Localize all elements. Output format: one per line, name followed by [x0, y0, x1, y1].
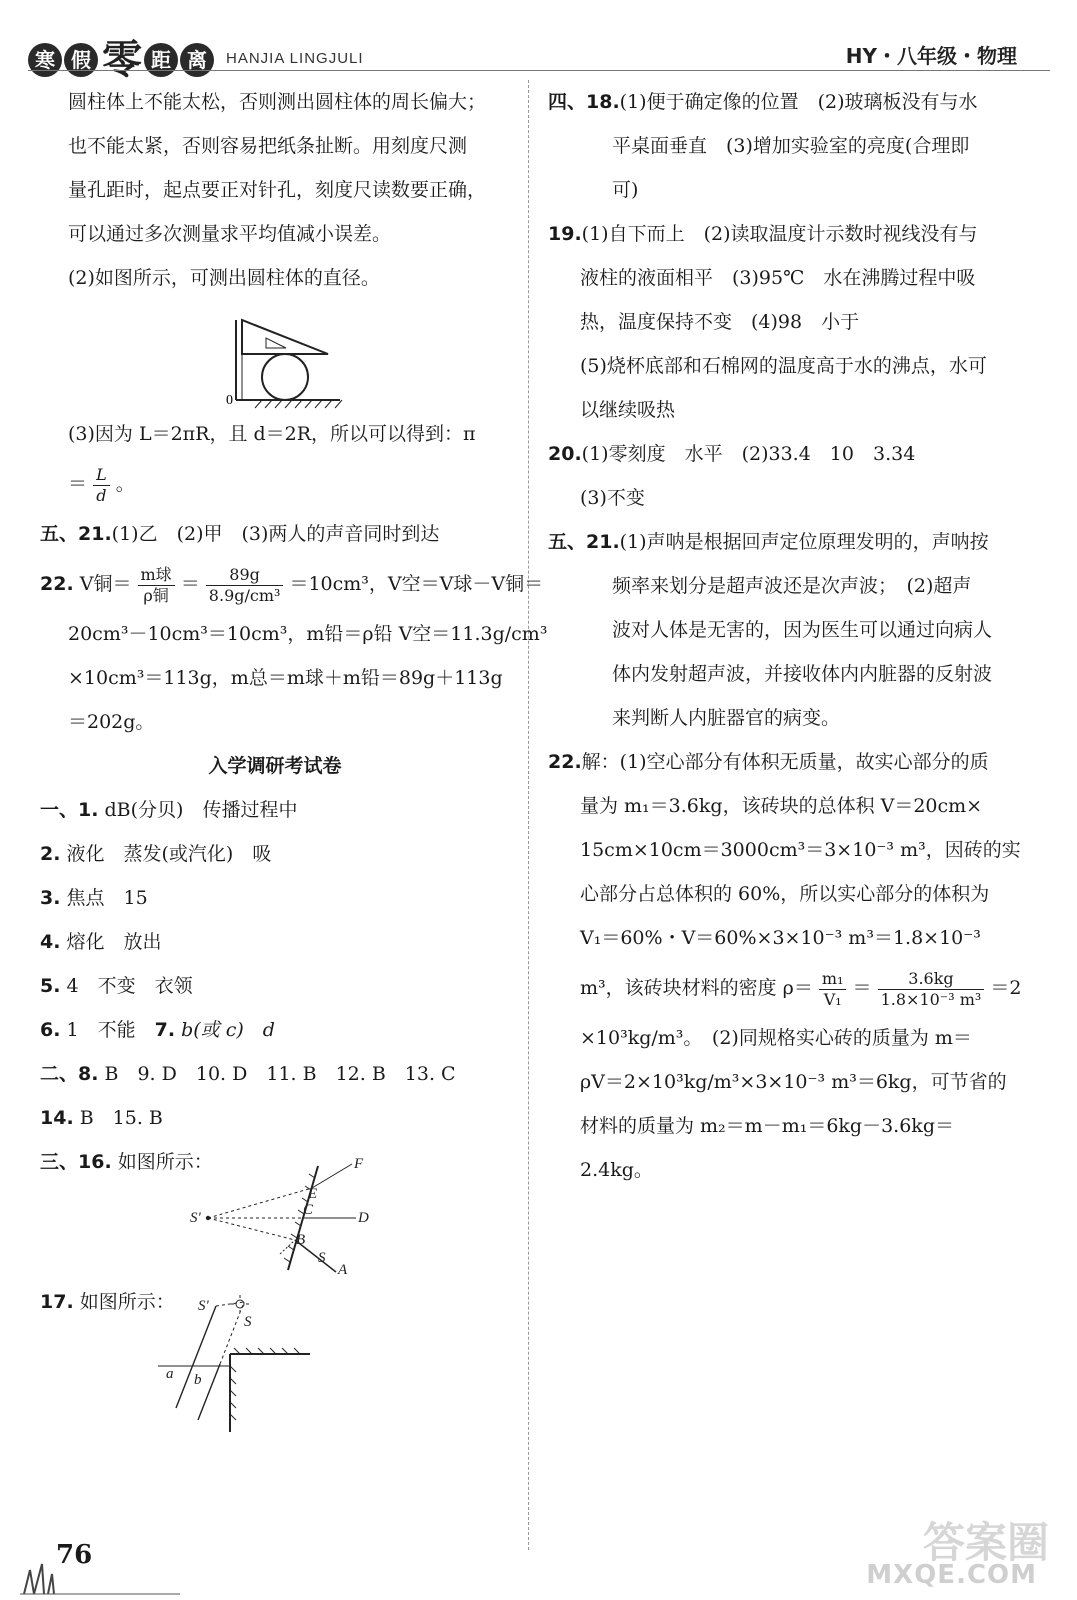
text-line	[548, 80, 1028, 124]
denominator: d	[96, 485, 107, 505]
text-line: ρV＝2×10³kg/m³×3×10⁻³ m³＝6kg，可节省的	[580, 1071, 1007, 1093]
logo-char: 离	[180, 43, 214, 77]
question-number: 6.	[40, 1019, 61, 1041]
text-line: 心部分占总体积的 60%，所以实心部分的体积为	[580, 883, 990, 905]
answer-text: 解：(1)空心部分有体积无质量，故实心部分的质	[581, 751, 989, 773]
question-number: 3.	[40, 887, 61, 909]
label-A: A	[338, 1262, 348, 1274]
label-C: C	[303, 1202, 314, 1218]
text-line: 2.4kg。	[580, 1159, 653, 1181]
answer-text: 4 不变 衣领	[66, 975, 193, 997]
answer-text: b(或 c) d	[181, 1019, 275, 1041]
label-S: S	[244, 1314, 252, 1330]
label-S: S	[318, 1250, 326, 1266]
question-number: 20.	[548, 443, 582, 465]
answer-text: (1)便于确定像的位置 (2)玻璃板没有与水	[619, 91, 978, 113]
text-line: 以继续吸热	[580, 399, 676, 421]
period: 。	[115, 473, 135, 495]
text-line: (2)如图所示，可测出圆柱体的直径。	[68, 267, 380, 289]
text-line: 量孔距时，起点要正对针孔，刻度尺读数要正确，	[68, 179, 487, 201]
text-line: 15cm×10cm＝3000cm³＝3×10⁻³ m³，因砖的实	[580, 839, 1021, 861]
column-divider	[528, 80, 529, 1550]
question-number: 五、21.	[548, 531, 620, 553]
cylinder-diameter-figure	[40, 300, 510, 412]
text-line	[548, 212, 1028, 256]
text-line: 热，温度保持不变 (4)98 小于	[580, 311, 860, 333]
equation-part: ＝2	[990, 977, 1022, 999]
logo-char: 零	[102, 36, 142, 83]
text-line: 波对人体是无害的，因为医生可以通过向病人	[612, 619, 993, 641]
equals-sign: ＝	[180, 573, 200, 595]
text-line: (3)不变	[580, 487, 645, 509]
logo-char: 寒	[28, 43, 62, 77]
answer-text: 如图所示：	[117, 1151, 213, 1173]
text-line: (3)因为 L＝2πR，且 d＝2R，所以可以得到：π	[68, 423, 476, 445]
question-number: 19.	[548, 223, 582, 245]
density-equation	[548, 960, 1028, 1016]
text-line: 材料的质量为 m₂＝m－m₁＝6kg－3.6kg＝	[580, 1115, 954, 1137]
answer-text: (1)声呐是根据回声定位原理发明的，声呐按	[619, 531, 989, 553]
text-line: 可)	[612, 179, 639, 201]
text-line: 来判断人内脏器官的病变。	[612, 707, 841, 729]
text-line: ×10cm³＝113g，m总＝m球＋m铅＝89g＋113g	[68, 667, 503, 689]
answer-text: 1 不能	[66, 1019, 155, 1041]
text-line: 也不能太紧，否则容易把纸条扯断。用刻度尺测	[68, 135, 468, 157]
fraction-89-8.9	[206, 565, 284, 606]
fraction-L-d	[93, 465, 110, 506]
page-number: 76	[56, 1540, 93, 1570]
text-line: 可以通过多次测量求平均值减小误差。	[68, 223, 392, 245]
answer-item	[40, 876, 510, 920]
pi-equation	[40, 456, 510, 512]
denominator: 1.8×10⁻³ m³	[880, 989, 982, 1009]
question-number: 14.	[40, 1107, 74, 1129]
question-number: 五、21.	[40, 523, 112, 545]
text-line	[548, 740, 1028, 784]
equation-part: ＝10cm³，V空＝V球－V铜＝	[289, 573, 544, 595]
text-line: ×10³kg/m³。 (2)同规格实心砖的质量为 m＝	[580, 1027, 972, 1049]
question-number: 一、1.	[40, 799, 99, 821]
footer-grass-icon	[20, 1556, 180, 1596]
question-number: 4.	[40, 931, 61, 953]
denominator: V₁	[823, 989, 842, 1009]
zero-mark: 0	[226, 393, 233, 408]
watermark-url: MXQE.COM	[866, 1560, 1037, 1590]
equals-sign: ＝	[68, 473, 88, 495]
answer-21	[40, 512, 510, 556]
question-number: 22.	[40, 573, 74, 595]
text-line	[548, 432, 1028, 476]
logo-char: 距	[144, 43, 178, 77]
answer-item	[40, 788, 510, 832]
answer-item	[40, 964, 510, 1008]
text-line: 液柱的液面相平 (3)95℃ 水在沸腾过程中吸	[580, 267, 976, 289]
question-number: 2.	[40, 843, 61, 865]
logo-char: 假	[64, 43, 98, 77]
label-E: E	[308, 1186, 318, 1202]
label-F: F	[354, 1158, 364, 1172]
answer-text: 液化 蒸发(或汽化) 吸	[66, 843, 272, 865]
label-B: B	[296, 1232, 306, 1248]
numerator: 3.6kg	[878, 969, 985, 990]
text-line: ＝202g。	[68, 711, 155, 733]
answer-item	[40, 1008, 510, 1052]
left-column	[40, 80, 548, 1432]
text-line: 频率来划分是超声波还是次声波； (2)超声	[612, 575, 972, 597]
answer-text: 焦点 15	[66, 887, 148, 909]
answer-text: 如图所示：	[79, 1291, 175, 1313]
text-line: 量为 m₁＝3.6kg，该砖块的总体积 V＝20cm×	[580, 795, 983, 817]
fraction-3.6-1.8	[878, 969, 985, 1010]
numerator: L	[93, 465, 110, 486]
text-line: 20cm³－10cm³＝10cm³，m铅＝ρ铅 V空＝11.3g/cm³	[68, 623, 548, 645]
answer-text: B 15. B	[79, 1107, 163, 1129]
label-D: D	[358, 1210, 369, 1226]
text-line	[548, 520, 1028, 564]
label-S-prime: S'	[198, 1298, 209, 1314]
question-number: 二、8.	[40, 1063, 99, 1085]
equation-part: m³，该砖块材料的密度 ρ＝	[580, 977, 813, 999]
answer-text: (1)零刻度 水平 (2)33.4 10 3.34	[581, 443, 916, 465]
watermark-logo: 答案圈	[922, 1518, 1049, 1567]
question-number: 三、16.	[40, 1151, 112, 1173]
label-S-prime: S'	[190, 1210, 201, 1226]
header-rule	[28, 70, 1050, 71]
answer-text: 熔化 放出	[66, 931, 162, 953]
answer-text: (1)自下而上 (2)读取温度计示数时视线没有与	[581, 223, 978, 245]
text-line: 圆柱体上不能太松，否则测出圆柱体的周长偏大；	[68, 91, 487, 113]
answer-item	[40, 920, 510, 964]
answer-item	[40, 832, 510, 876]
denominator: ρ铜	[143, 585, 169, 605]
question-number: 22.	[548, 751, 582, 773]
numerator: 89g	[206, 565, 284, 586]
answer-item	[40, 1096, 510, 1140]
header-logo	[28, 28, 364, 85]
label-a: a	[166, 1366, 174, 1382]
answer-22-line1	[40, 556, 544, 612]
logo-english: HANJIA LINGJULI	[226, 50, 364, 67]
denominator: 8.9g/cm³	[208, 585, 281, 605]
answer-text: (1)乙 (2)甲 (3)两人的声音同时到达	[111, 523, 440, 545]
label-b: b	[194, 1372, 202, 1388]
text-line: 体内发射超声波，并接收体内内脏器的反射波	[612, 663, 993, 685]
text-line: 平桌面垂直 (3)增加实验室的亮度(合理即	[612, 135, 970, 157]
numerator: m球	[138, 565, 175, 586]
equals-sign: ＝	[852, 977, 872, 999]
text-line: V₁＝60%・V＝60%×3×10⁻³ m³＝1.8×10⁻³	[580, 927, 981, 949]
answer-item	[40, 1052, 510, 1096]
fraction-m-rho	[138, 565, 175, 606]
answer-text: B 9. D 10. D 11. B 12. B 13. C	[104, 1063, 456, 1085]
numerator: m₁	[819, 969, 847, 990]
question-number: 5.	[40, 975, 61, 997]
fraction-m1-V1	[819, 969, 847, 1010]
text-line: (5)烧杯底部和石棉网的温度高于水的沸点，水可	[580, 355, 987, 377]
header-subject: HY・八年级・物理	[845, 44, 1017, 68]
question-number: 四、18.	[548, 91, 620, 113]
question-number: 7.	[154, 1019, 176, 1041]
section-title: 入学调研考试卷	[208, 755, 342, 777]
equation-part: V铜＝	[79, 573, 132, 595]
answer-text: dB(分贝) 传播过程中	[104, 799, 298, 821]
question-number: 17.	[40, 1291, 74, 1313]
right-column	[548, 80, 1028, 1192]
